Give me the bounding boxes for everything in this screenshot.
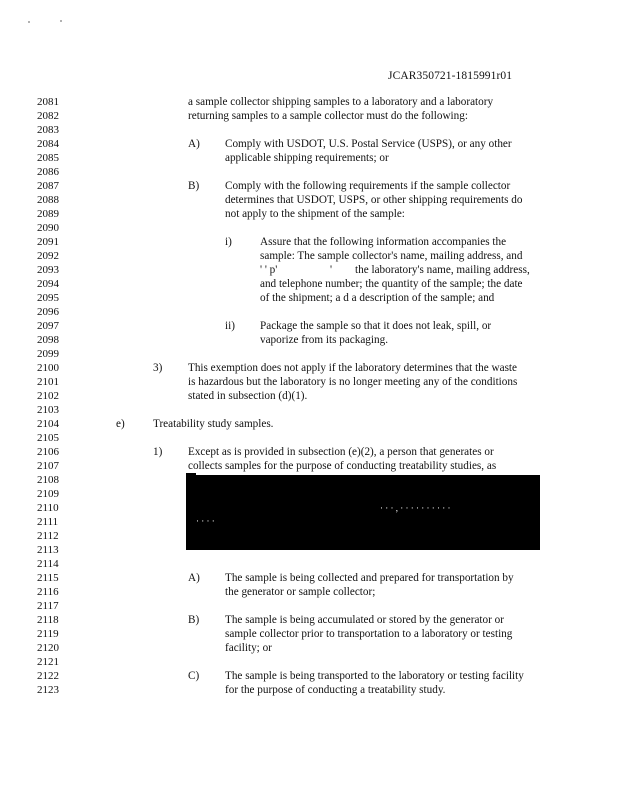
- item-label: ii): [225, 320, 235, 332]
- body-text: stated in subsection (d)(1).: [188, 390, 308, 402]
- line-number: 2120: [37, 642, 59, 654]
- line-number: 2122: [37, 670, 59, 682]
- line-number: 2101: [37, 376, 59, 388]
- body-text: not apply to the shipment of the sample:: [225, 208, 405, 220]
- line-number: 2086: [37, 166, 59, 178]
- body-text: The sample is being collected and prepared for transportation by: [225, 572, 514, 584]
- line-number: 2114: [37, 558, 59, 570]
- line-number: 2099: [37, 348, 59, 360]
- item-label: B): [188, 180, 200, 192]
- body-text: Assure that the following information accompanies the: [260, 236, 507, 248]
- line-number: 2092: [37, 250, 59, 262]
- item-label: C): [188, 670, 200, 682]
- item-label: 1): [153, 446, 163, 458]
- body-text-fragment: ' ' p': [260, 264, 278, 276]
- item-label: i): [225, 236, 232, 248]
- line-number: 2093: [37, 264, 59, 276]
- body-text: Comply with the following requirements if the sample collector: [225, 180, 511, 192]
- line-number: 2116: [37, 586, 59, 598]
- line-number: 2108: [37, 474, 59, 486]
- body-text: The sample is being transported to the laboratory or testing facility: [225, 670, 524, 682]
- document-id: JCAR350721-1815991r01: [388, 70, 513, 82]
- line-number: 2104: [37, 418, 59, 430]
- body-text: a sample collector shipping samples to a laboratory and a laboratory: [188, 96, 494, 108]
- redaction-artifact: · · · ·: [196, 516, 215, 526]
- line-number: 2094: [37, 278, 59, 290]
- line-number: 2081: [37, 96, 59, 108]
- line-number: 2097: [37, 320, 59, 332]
- line-number: 2107: [37, 460, 59, 472]
- line-number: 2112: [37, 530, 59, 542]
- body-text: collects samples for the purpose of conducting treatability studies, as: [188, 460, 497, 472]
- line-number: 2117: [37, 600, 59, 612]
- line-number: 2089: [37, 208, 59, 220]
- line-number: 2100: [37, 362, 59, 374]
- line-number: 2110: [37, 502, 59, 514]
- line-number: 2083: [37, 124, 59, 136]
- line-number: 2118: [37, 614, 59, 626]
- line-number: 2111: [37, 516, 59, 528]
- body-text: sample: The sample collector's name, mailing address, and: [260, 250, 523, 262]
- line-number: 2121: [37, 656, 59, 668]
- body-text: Except as is provided in subsection (e)(2), a person that generates or: [188, 446, 494, 458]
- line-number: 2113: [37, 544, 59, 556]
- line-number: 2082: [37, 110, 59, 122]
- redaction-artifact: · · · , · · · · · · · · · ·: [380, 503, 451, 513]
- line-number: 2115: [37, 572, 59, 584]
- body-text-fragment: ': [330, 264, 333, 276]
- body-text: of the shipment; a d a description of the sample; and: [260, 292, 495, 304]
- line-number: 2123: [37, 684, 59, 696]
- line-number: 2088: [37, 194, 59, 206]
- line-number: 2084: [37, 138, 59, 150]
- body-text: applicable shipping requirements; or: [225, 152, 389, 164]
- line-number: 2102: [37, 390, 59, 402]
- line-number: 2095: [37, 292, 59, 304]
- item-label: B): [188, 614, 200, 626]
- line-number: 2087: [37, 180, 59, 192]
- line-number: 2106: [37, 446, 59, 458]
- body-text: Package the sample so that it does not leak, spill, or: [260, 320, 492, 332]
- line-number: 2098: [37, 334, 59, 346]
- body-text: and telephone number; the quantity of the sample; the date: [260, 278, 523, 290]
- item-label: A): [188, 572, 200, 584]
- body-text: Comply with USDOT, U.S. Postal Service (USPS), or any other: [225, 138, 512, 150]
- body-text: is hazardous but the laboratory is no longer meeting any of the conditions: [188, 376, 518, 388]
- body-text: sample collector prior to transportation to a laboratory or testing: [225, 628, 513, 640]
- item-label: A): [188, 138, 200, 150]
- line-number: 2090: [37, 222, 59, 234]
- body-text: vaporize from its packaging.: [260, 334, 388, 346]
- redaction-block: [186, 475, 540, 550]
- redaction-block: [186, 473, 196, 477]
- body-text: the laboratory's name, mailing address,: [355, 264, 530, 276]
- body-text: This exemption does not apply if the laboratory determines that the waste: [188, 362, 518, 374]
- line-number: 2096: [37, 306, 59, 318]
- scan-speck: [28, 21, 30, 23]
- line-number: 2091: [37, 236, 59, 248]
- body-text: for the purpose of conducting a treatability study.: [225, 684, 446, 696]
- line-number: 2085: [37, 152, 59, 164]
- section-title: Treatability study samples.: [153, 418, 274, 430]
- line-number: 2105: [37, 432, 59, 444]
- scan-speck: [60, 20, 62, 22]
- body-text: the generator or sample collector;: [225, 586, 376, 598]
- item-label: 3): [153, 362, 163, 374]
- line-number: 2119: [37, 628, 59, 640]
- section-label: e): [116, 418, 125, 430]
- line-number: 2109: [37, 488, 59, 500]
- body-text: returning samples to a sample collector must do the following:: [188, 110, 468, 122]
- body-text: facility; or: [225, 642, 272, 654]
- body-text: determines that USDOT, USPS, or other shipping requirements do: [225, 194, 523, 206]
- body-text: The sample is being accumulated or stored by the generator or: [225, 614, 504, 626]
- line-number: 2103: [37, 404, 59, 416]
